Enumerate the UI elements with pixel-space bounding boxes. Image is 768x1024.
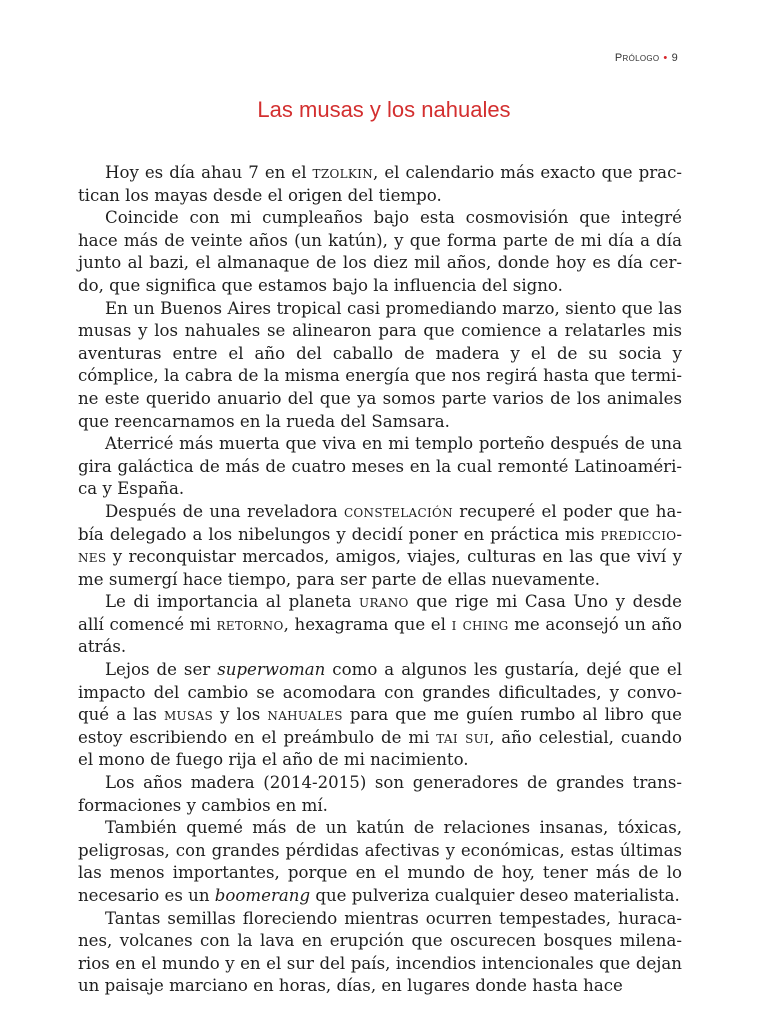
running-head	[615, 52, 678, 64]
smallcaps-term: constelación	[343, 501, 453, 521]
paragraph-6: Le di importancia al planeta urano que rige mi Casa Uno y desde allí comencé mi retorno, hexagrama que el i ching me aconsejó un año atrás.	[78, 592, 682, 657]
paragraph-1: Hoy es día ahau 7 en el tzolkin, el calendario más exacto que practican los mayas desde el origen del tiempo.	[78, 163, 682, 205]
smallcaps-term: nahuales	[267, 705, 343, 725]
paragraph-3: En un Buenos Aires tropical casi promediando marzo, siento que las musas y los nahuales se alinearon para que comience a relatarles mis aventuras entre el año del caballo de madera y el de su socia y cómplice, la cabra de la misma energía que nos regirá hasta que termine este querido anuario del que ya somos parte varios de los animales que reencarnamos en la rueda del Samsara.	[78, 298, 682, 431]
paragraph-9: También quemé más de un katún de relaciones insanas, tóxicas, peligrosas, con grandes pérdidas afectivas y económicas, estas últimas las menos importantes, porque en el mundo de hoy, tener más de lo necesario es un boomerang que pulveriza cualquier deseo materialista.	[78, 818, 682, 905]
paragraph-5: Después de una reveladora constelación recuperé el poder que había delegado a los nibelungos y decidí poner en práctica mis predicciones y reconquistar mercados, amigos, viajes, culturas en las que viví y me sumergí hace tiempo, para ser parte de ellas nuevamente.	[78, 501, 682, 589]
section-name: Prólogo	[614, 52, 660, 64]
body-text	[78, 162, 682, 998]
smallcaps-term: urano	[359, 592, 409, 612]
paragraph-7: Lejos de ser superwoman como a algunos les gustaría, dejé que el impacto del cambio se acomodara con grandes dificultades, y convoqué a las musas y los nahuales para que me guíen rumbo al libro que estoy escribiendo en el preámbulo de mi tai sui, año celestial, cuando el mono de fuego rija el año de mi nacimiento.	[78, 660, 683, 770]
paragraph-10: Tantas semillas floreciendo mientras ocurren tempestades, huracanes, volcanes con la lava en erupción que oscurecen bosques milenarios en el mundo y en el sur del país, incendios intencionales que dejan un paisaje marciano en horas, días, en lugares donde hasta hace	[78, 908, 682, 996]
smallcaps-term: tzolkin	[312, 163, 374, 182]
smallcaps-term: tai sui	[436, 727, 490, 747]
paragraph-4: Aterricé más muerta que viva en mi templo porteño después de una gira galáctica de más de cuatro meses en la cual remonté Latinoamérica y España.	[78, 434, 682, 499]
smallcaps-term: i ching	[451, 614, 509, 634]
italic-term: superwoman	[217, 660, 326, 680]
italic-term: boomerang	[214, 886, 311, 905]
page-number: 9	[671, 52, 678, 64]
header-bullet: •	[663, 52, 668, 64]
chapter-title: Las musas y los nahuales	[257, 97, 511, 122]
paragraph-2: Coincide con mi cumpleaños bajo esta cosmovisión que integré hace más de veinte años (un katún), y que forma parte de mi día a día junto al bazi, el almanaque de los diez mil años, donde hoy es día cerdo, que significa que estamos bajo la influencia del signo.	[78, 208, 682, 295]
smallcaps-term: musas	[163, 705, 213, 725]
smallcaps-term: predicciones	[78, 524, 682, 567]
smallcaps-term: retorno	[216, 614, 284, 634]
paragraph-8: Los años madera (2014-2015) son generadores de grandes transformaciones y cambios en mí.	[78, 773, 682, 815]
